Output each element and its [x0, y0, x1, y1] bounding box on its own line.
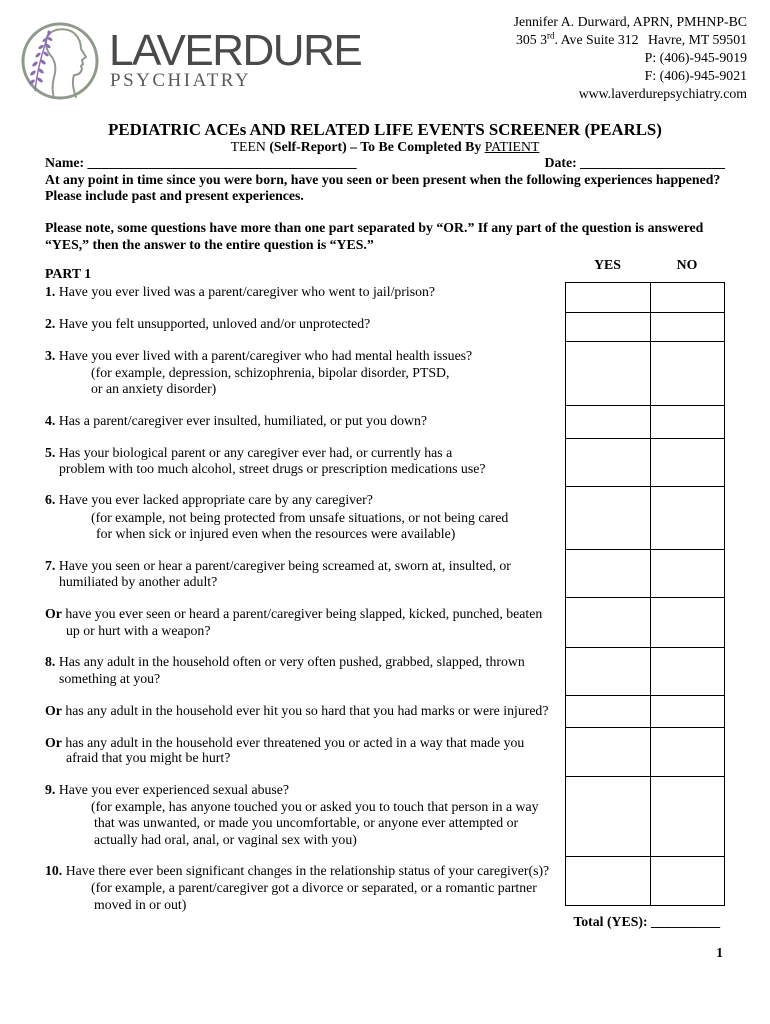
lavender-head-logo-icon: [18, 19, 102, 103]
provider-name: Jennifer A. Durward, APRN, PMHNP-BC: [513, 14, 747, 29]
question-number: 3.: [45, 348, 56, 363]
question-line: [45, 735, 524, 751]
phone-number: P: (406)-945-9019: [644, 50, 747, 65]
question-text: Have there ever been significant changes in the relationship status of your caregiver(s)?: [65, 863, 550, 878]
q3-yes-box[interactable]: [566, 342, 651, 406]
q8-or-1-no-box[interactable]: [651, 696, 725, 728]
or-marker: Or: [45, 606, 62, 621]
question-line: [45, 782, 289, 798]
question-line: [45, 654, 525, 670]
note-line: “YES,” then the answer to the entire question is “YES.”: [45, 237, 374, 252]
name-row: [45, 155, 357, 171]
question-text: has any adult in the household ever threatened you or acted in a way that made you: [65, 735, 525, 750]
contact-block: [514, 13, 747, 103]
q1-yes-box[interactable]: [566, 283, 651, 313]
logo-wordmark: LAVERDURE: [109, 26, 362, 75]
q10-no-box[interactable]: [651, 857, 725, 906]
question-example: (for example, has anyone touched you or asked you to touch that person in a way: [91, 799, 539, 814]
website: www.laverdurepsychiatry.com: [578, 86, 747, 101]
answer-grid: [565, 282, 725, 906]
logo-tagline: PSYCHIATRY: [110, 70, 252, 91]
q8-yes-box[interactable]: [566, 648, 651, 696]
subtitle-audience: TEEN: [230, 139, 266, 154]
question-text: Have you ever lived was a parent/caregiver who went to jail/prison?: [58, 284, 436, 299]
question-number: 2.: [45, 316, 56, 331]
instructions-line: At any point in time since you were born, have you seen or been present when the following experiences happened?: [45, 172, 721, 187]
question-example: or an anxiety disorder): [91, 381, 217, 396]
q8-no-box[interactable]: [651, 648, 725, 696]
question-number: 7.: [45, 558, 56, 573]
instructions-line: Please include past and present experiences.: [45, 188, 304, 203]
q9-yes-box[interactable]: [566, 777, 651, 857]
q5-no-box[interactable]: [651, 439, 725, 487]
note-line: Please note, some questions have more than one part separated by “OR.” If any part of the question is answered: [45, 220, 704, 235]
question-number: 5.: [45, 445, 56, 460]
no-column-header: NO: [676, 257, 698, 272]
question-number: 9.: [45, 782, 56, 797]
q8-or-2-yes-box[interactable]: [566, 728, 651, 777]
page-number: 1: [716, 945, 723, 960]
question-text: Have you ever lacked appropriate care by any caregiver?: [58, 492, 373, 507]
fax-number: F: (406)-945-9021: [644, 68, 747, 83]
subtitle-respondent: PATIENT: [484, 139, 540, 154]
question-example: actually had oral, anal, or vaginal sex with you): [94, 832, 357, 847]
question-line: [45, 284, 435, 300]
question-example: for when sick or injured even when the resources were available): [96, 526, 456, 541]
address-city: Havre, MT 59501: [648, 32, 747, 47]
question-line: [45, 413, 427, 429]
q5-yes-box[interactable]: [566, 439, 651, 487]
question-text: Has a parent/caregiver ever insulted, humiliated, or put you down?: [58, 413, 427, 428]
or-marker: Or: [45, 703, 62, 718]
question-continuation: something at you?: [59, 671, 161, 686]
address: [514, 31, 747, 49]
or-marker: Or: [45, 735, 62, 750]
question-continuation: afraid that you might be hurt?: [66, 750, 231, 765]
question-continuation: humiliated by another adult?: [59, 574, 218, 589]
address-ordinal: rd: [546, 30, 555, 41]
q8-or-1-yes-box[interactable]: [566, 696, 651, 728]
question-number: 8.: [45, 654, 56, 669]
q4-no-box[interactable]: [651, 406, 725, 439]
q2-no-box[interactable]: [651, 313, 725, 342]
date-label: Date:: [544, 155, 577, 170]
question-line: [45, 606, 542, 622]
question-number: 1.: [45, 284, 56, 299]
question-text: Have you ever experienced sexual abuse?: [58, 782, 290, 797]
question-example: (for example, depression, schizophrenia, bipolar disorder, PTSD,: [91, 365, 450, 380]
question-line: [45, 558, 511, 574]
question-line: [45, 492, 373, 508]
total-label: Total (YES):: [573, 914, 648, 929]
q4-yes-box[interactable]: [566, 406, 651, 439]
date-row: [544, 155, 725, 171]
question-line: [45, 445, 452, 461]
q1-no-box[interactable]: [651, 283, 725, 313]
question-example: (for example, not being protected from unsafe situations, or not being cared: [91, 510, 509, 525]
name-field[interactable]: _______________________________________: [87, 155, 357, 170]
q3-no-box[interactable]: [651, 342, 725, 406]
q8-or-2-no-box[interactable]: [651, 728, 725, 777]
address-number: 305 3: [515, 32, 547, 47]
question-line: [45, 348, 472, 364]
question-line: [45, 703, 548, 719]
total-field[interactable]: __________: [651, 914, 720, 929]
form-subtitle: [0, 139, 770, 155]
q7-yes-box[interactable]: [566, 550, 651, 598]
address-street: . Ave Suite 312: [554, 32, 639, 47]
question-text: Have you ever lived with a parent/caregiver who had mental health issues?: [58, 348, 473, 363]
question-number: 4.: [45, 413, 56, 428]
total-row: [573, 914, 720, 930]
q7-no-box[interactable]: [651, 550, 725, 598]
question-text: Have you felt unsupported, unloved and/or unprotected?: [58, 316, 371, 331]
question-number: 10.: [45, 863, 63, 878]
question-example: moved in or out): [94, 897, 187, 912]
question-line: [45, 863, 549, 879]
q6-no-box[interactable]: [651, 487, 725, 550]
question-example: (for example, a parent/caregiver got a divorce or separated, or a romantic partner: [91, 880, 537, 895]
date-field[interactable]: _____________________: [580, 155, 725, 170]
question-line: [45, 316, 370, 332]
subtitle-mode: (Self-Report) – To Be Completed By: [269, 139, 482, 154]
q10-yes-box[interactable]: [566, 857, 651, 906]
question-number: 6.: [45, 492, 56, 507]
question-text: has any adult in the household ever hit you so hard that you had marks or were injured?: [65, 703, 549, 718]
logo-ring: [23, 24, 97, 98]
question-example: that was unwanted, or made you uncomfortable, or anyone ever attempted or: [94, 815, 519, 830]
yes-column-header: YES: [594, 257, 621, 272]
question-continuation: up or hurt with a weapon?: [66, 623, 211, 638]
question-text: have you ever seen or heard a parent/caregiver being slapped, kicked, punched, beaten: [65, 606, 543, 621]
q7-or-no-box[interactable]: [651, 598, 725, 648]
q7-or-yes-box[interactable]: [566, 598, 651, 648]
form-title: PEDIATRIC ACEs AND RELATED LIFE EVENTS SCREENER (PEARLS): [108, 120, 662, 139]
question-continuation: problem with too much alcohol, street drugs or prescription medications use?: [59, 461, 486, 476]
name-label: Name:: [45, 155, 85, 170]
question-text: Has your biological parent or any caregiver ever had, or currently has a: [58, 445, 453, 460]
question-text: Have you seen or hear a parent/caregiver being screamed at, sworn at, insulted, or: [58, 558, 511, 573]
q9-no-box[interactable]: [651, 777, 725, 857]
question-text: Has any adult in the household often or very often pushed, grabbed, slapped, thrown: [58, 654, 525, 669]
q6-yes-box[interactable]: [566, 487, 651, 550]
q2-yes-box[interactable]: [566, 313, 651, 342]
part-heading: PART 1: [45, 266, 92, 281]
